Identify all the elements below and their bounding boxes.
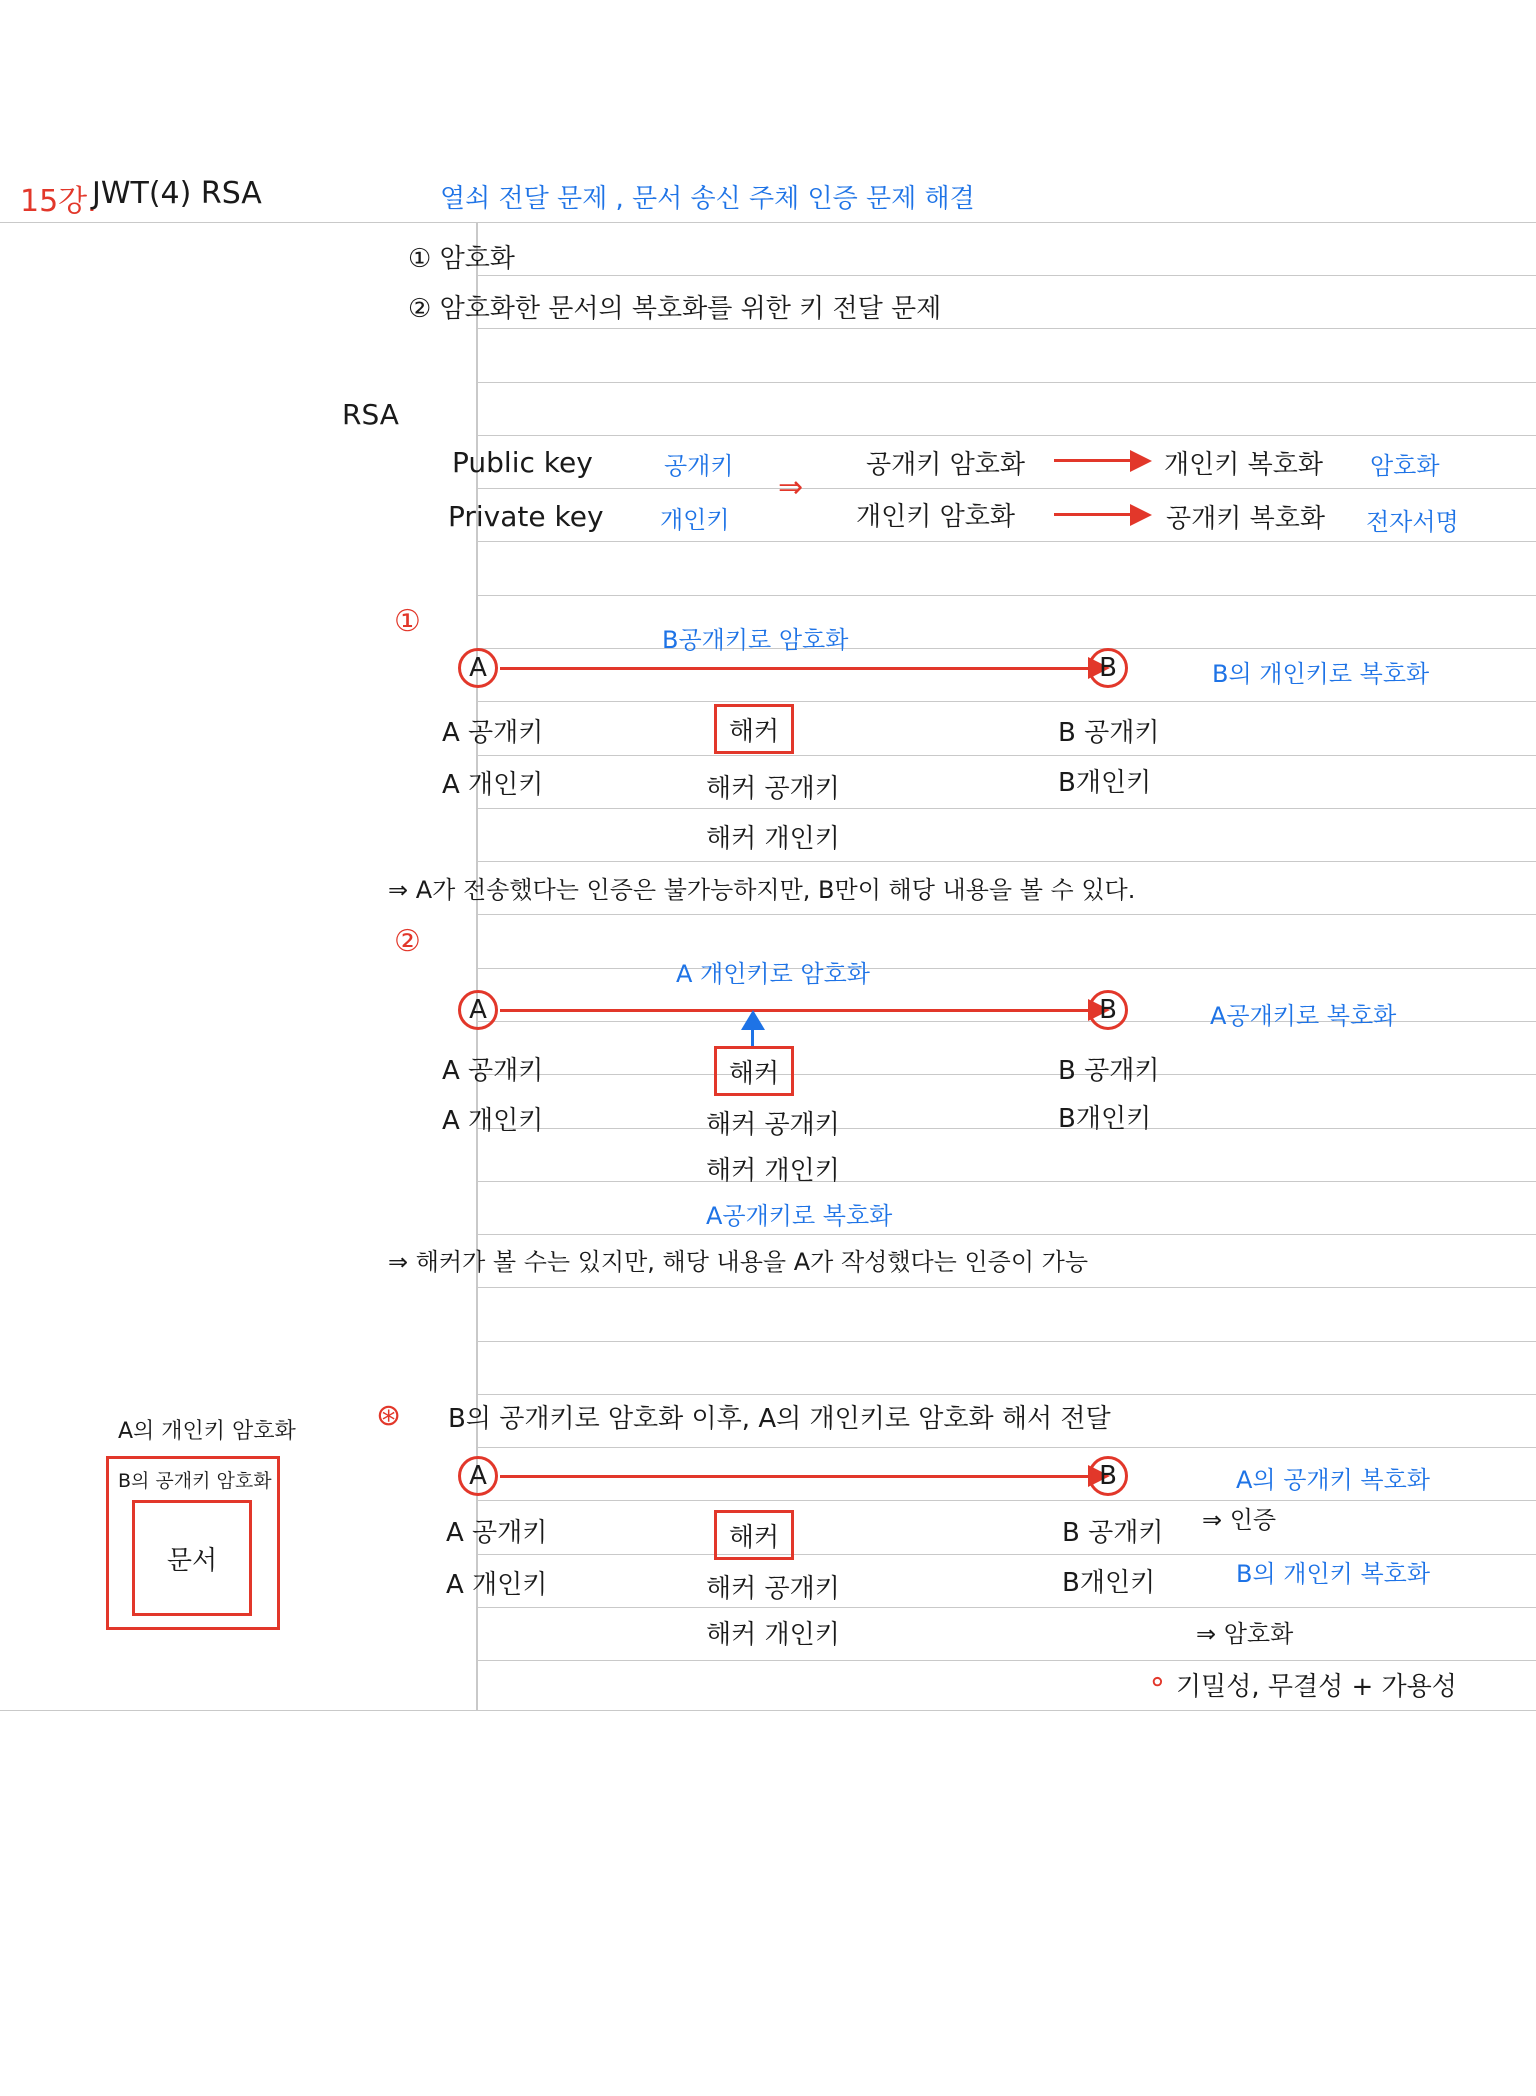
intro-item-encryption: ① 암호화 <box>408 244 515 274</box>
ruled-line <box>476 808 1536 809</box>
section1-hacker-private: 해커 개인키 <box>706 824 840 854</box>
side-inner-title: B의 공개키 암호화 <box>118 1470 272 1492</box>
section1-node-b: B <box>1088 648 1128 688</box>
section3-arrow-line <box>500 1475 1090 1478</box>
ruled-line <box>476 1234 1536 1235</box>
section3-marker: ⊛ <box>376 1398 402 1433</box>
ruled-line <box>476 382 1536 383</box>
section2-marker: ② <box>394 924 421 959</box>
private-key-korean: 개인키 <box>660 506 730 534</box>
section2-b-private: B개인키 <box>1058 1104 1152 1134</box>
section2-conclusion: ⇒ 해커가 볼 수는 있지만, 해당 내용을 A가 작성했다는 인증이 가능 <box>388 1248 1089 1276</box>
section1-a-public: A 공개키 <box>442 718 544 748</box>
section3-node-a: A <box>458 1456 498 1496</box>
section2-hacker-private: 해커 개인키 <box>706 1156 840 1186</box>
ruled-line <box>476 861 1536 862</box>
ruled-line <box>476 701 1536 702</box>
public-key-korean: 공개키 <box>664 452 734 480</box>
ruled-line <box>476 1074 1536 1075</box>
section2-node-a: A <box>458 990 498 1030</box>
rsa-row2-arrowhead <box>1130 504 1152 526</box>
side-outer-title: A의 개인키 암호화 <box>118 1419 296 1444</box>
implies-arrow: ⇒ <box>778 470 804 505</box>
page-subtitle: 열쇠 전달 문제 , 문서 송신 주체 인증 문제 해결 <box>440 184 975 214</box>
lecture-number: 15강. <box>20 184 97 219</box>
section1-a-private: A 개인키 <box>442 770 544 800</box>
rsa-row2-arrow-line <box>1054 513 1132 516</box>
ruled-line <box>476 1447 1536 1448</box>
section3-right-note1: A의 공개키 복호화 <box>1236 1466 1430 1494</box>
top-rule <box>0 222 1536 223</box>
page-title: JWT(4) RSA <box>92 176 262 211</box>
section3-b-public: B 공개키 <box>1062 1518 1164 1548</box>
rsa-row1-arrowhead <box>1130 450 1152 472</box>
section3-hacker-private: 해커 개인키 <box>706 1620 840 1650</box>
section2-arrow-label: A 개인키로 암호화 <box>676 960 870 988</box>
rsa-row2-result: 전자서명 <box>1366 508 1459 536</box>
section2-hacker: 해커 <box>728 1058 780 1089</box>
section1-node-a: A <box>458 648 498 688</box>
ruled-line <box>476 1607 1536 1608</box>
section1-arrow-label: B공개키로 암호화 <box>662 626 849 654</box>
summary-bullet: ∘ <box>1148 1664 1167 1699</box>
ruled-line <box>476 1341 1536 1342</box>
ruled-line <box>476 1287 1536 1288</box>
section2-node-b: B <box>1088 990 1128 1030</box>
section1-hacker-public: 해커 공개키 <box>706 774 840 804</box>
section3-right-note2: B의 개인키 복호화 <box>1236 1560 1431 1588</box>
ruled-line <box>476 435 1536 436</box>
rsa-label: RSA <box>342 398 399 431</box>
bottom-rule <box>0 1710 1536 1711</box>
ruled-line <box>476 1660 1536 1661</box>
section3-hacker-public: 해커 공개키 <box>706 1574 840 1604</box>
private-key-label: Private key <box>448 500 604 533</box>
section3-right-result2: ⇒ 암호화 <box>1196 1620 1294 1648</box>
ruled-line <box>476 1500 1536 1501</box>
rsa-row1-right: 개인키 복호화 <box>1164 450 1323 480</box>
section1-right-note: B의 개인키로 복호화 <box>1212 660 1430 688</box>
section2-arrow-line <box>500 1009 1090 1012</box>
rsa-row1-arrow-line <box>1054 459 1132 462</box>
section2-right-note: A공개키로 복호화 <box>1210 1002 1397 1030</box>
section3-node-b: B <box>1088 1456 1128 1496</box>
section2-hacker-note: A공개키로 복호화 <box>706 1202 893 1230</box>
ruled-line <box>476 1394 1536 1395</box>
section3-b-private: B개인키 <box>1062 1568 1156 1598</box>
section3-hacker: 해커 <box>728 1522 780 1553</box>
ruled-line <box>476 914 1536 915</box>
ruled-line <box>476 488 1536 489</box>
intro-item-key-delivery: ② 암호화한 문서의 복호화를 위한 키 전달 문제 <box>408 294 942 324</box>
section2-b-public: B 공개키 <box>1058 1056 1160 1086</box>
ruled-line <box>476 755 1536 756</box>
section1-b-public: B 공개키 <box>1058 718 1160 748</box>
section2-a-private: A 개인키 <box>442 1106 544 1136</box>
ruled-line <box>476 968 1536 969</box>
section1-hacker: 해커 <box>728 716 780 747</box>
ruled-line <box>476 1128 1536 1129</box>
section2-up-arrow <box>738 1010 768 1046</box>
ruled-line <box>476 328 1536 329</box>
section3-a-private: A 개인키 <box>446 1570 548 1600</box>
ruled-line <box>476 1181 1536 1182</box>
rsa-row2-left: 개인키 암호화 <box>856 502 1015 532</box>
ruled-line <box>476 275 1536 276</box>
side-core-document: 문서 <box>166 1545 218 1576</box>
section1-conclusion: ⇒ A가 전송했다는 인증은 불가능하지만, B만이 해당 내용을 볼 수 있다. <box>388 876 1136 904</box>
section3-summary: 기밀성, 무결성 + 가용성 <box>1176 1672 1457 1702</box>
section1-arrow-line <box>500 667 1090 670</box>
section2-hacker-public: 해커 공개키 <box>706 1110 840 1140</box>
section1-marker: ① <box>394 604 421 639</box>
section2-a-public: A 공개키 <box>442 1056 544 1086</box>
rsa-row1-left: 공개키 암호화 <box>866 450 1025 480</box>
section1-b-private: B개인키 <box>1058 768 1152 798</box>
ruled-line <box>476 595 1536 596</box>
ruled-line <box>476 648 1536 649</box>
public-key-label: Public key <box>452 446 593 479</box>
rsa-row2-right: 공개키 복호화 <box>1166 504 1325 534</box>
section3-a-public: A 공개키 <box>446 1518 548 1548</box>
rsa-row1-result: 암호화 <box>1370 452 1440 480</box>
section3-right-result1: ⇒ 인증 <box>1202 1506 1277 1534</box>
ruled-line <box>476 541 1536 542</box>
section3-heading: B의 공개키로 암호화 이후, A의 개인키로 암호화 해서 전달 <box>448 1404 1111 1434</box>
